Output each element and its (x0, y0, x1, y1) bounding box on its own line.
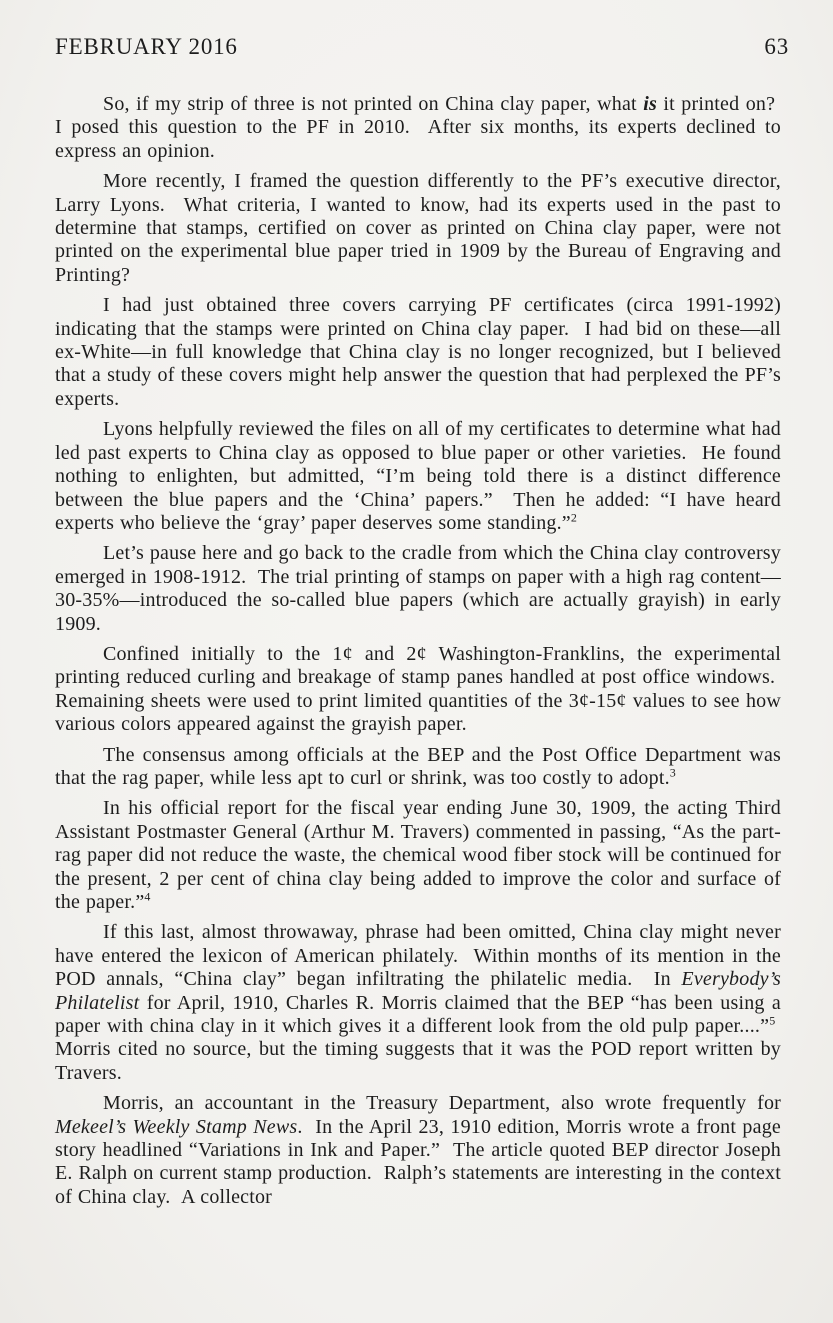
text-segment: In his official report for the fiscal year ending June 30, 1909, the acting Third Assistant Postmaster General (Arthur M. Travers) commented in passing, “As the part-rag paper did not reduce the waste, the chemical wood fiber stock will be continued for the present, 2 per cent of china clay being added to improve the color and surface of the paper.” (55, 797, 781, 913)
paragraph (55, 294, 781, 411)
text-segment: Confined initially to the 1¢ and 2¢ Washington-Franklins, the experimental printing reduced curling and breakage of stamp panes handled at post office windows. Remaining sheets were used to print limited quantities of the 3¢-15¢ values to see how various colors appeared against the grayish paper. (55, 642, 781, 736)
text-segment: Mekeel’s Weekly Stamp News (55, 1115, 298, 1138)
text-segment: I had just obtained three covers carrying PF certificates (circa 1991-1992) indicating that the stamps were printed on China clay paper. I had bid on these—all ex-White—in full knowledge that China clay is no longer recognized, but I believed that a study of these covers might help answer the question that had perplexed the PF’s experts. (55, 294, 781, 410)
text-segment: . In the April 23, 1910 edition, Morris wrote a front page story headlined “Variations in Ink and Paper.” The article quoted BEP director Joseph E. Ralph on current stamp production. Ralph’s statements are interesting in the context of China clay. A collector (55, 1115, 781, 1208)
text-segment: If this last, almost throwaway, phrase had been omitted, China clay might never have entered the lexicon of American philately. Within months of its mention in the POD annals, “China clay” began infiltrating the philatelic media. In (55, 921, 781, 991)
text-segment: Morris, an accountant in the Treasury Department, also wrote frequently for (103, 1092, 781, 1115)
paragraph (55, 643, 781, 737)
footnote-reference: 3 (669, 765, 676, 780)
paragraph (55, 797, 781, 914)
page-number: 63 (764, 34, 789, 59)
text-segment: Let’s pause here and go back to the cradle from which the China clay controversy emerged in 1908-1912. The trial printing of stamps on paper with a high rag content—30-35%—introduced the so-called blue papers (which are actually grayish) in early 1909. (55, 542, 781, 635)
text-segment: Everybody’s Philatelist (55, 968, 781, 1014)
text-segment: it printed on? I posed this question to the PF in 2010. After six months, its experts declined to express an opinion. (55, 93, 781, 162)
paragraph (55, 418, 781, 535)
footnote-reference: 4 (144, 889, 151, 904)
paragraph (55, 542, 781, 636)
text-segment: More recently, I framed the question differently to the PF’s executive director, Larry Lyons. What criteria, I wanted to know, had its experts used in the past to determine that stamps, certified on cover as printed on China clay paper, were not printed on the experimental blue paper tried in 1909 by the Bureau of Engraving and Printing? (55, 170, 781, 286)
text-segment: So, if my strip of three is not printed on China clay paper, what (103, 93, 644, 115)
paragraph (55, 1092, 781, 1209)
paragraph (55, 93, 781, 163)
text-segment: Morris cited no source, but the timing suggests that it was the POD report written by Travers. (55, 1015, 781, 1084)
footnote-reference: 2 (570, 510, 577, 525)
text-segment: for April, 1910, Charles R. Morris claimed that the BEP “has been using a paper with china clay in it which gives it a different look from the old pulp paper....” (55, 991, 781, 1038)
paragraph (55, 744, 781, 791)
paragraph (55, 921, 781, 1085)
paragraph (55, 170, 781, 287)
text-segment: The consensus among officials at the BEP and the Post Office Department was that the rag paper, while less apt to curl or shrink, was too costly to adopt. (55, 743, 781, 789)
article-body (55, 93, 781, 1216)
journal-date: FEBRUARY 2016 (55, 34, 238, 59)
text-segment: is (643, 93, 657, 115)
text-segment: Lyons helpfully reviewed the files on all of my certificates to determine what had led past experts to China clay as opposed to blue paper or other varieties. He found nothing to enlighten, but admitted, “I’m being told there is a distinct difference between the blue papers and the ‘China’ papers.” Then he added: “I have heard experts who believe the ‘gray’ paper deserves some standing.” (55, 418, 781, 534)
footnote-reference: 5 (769, 1013, 776, 1028)
page-header (55, 34, 789, 60)
